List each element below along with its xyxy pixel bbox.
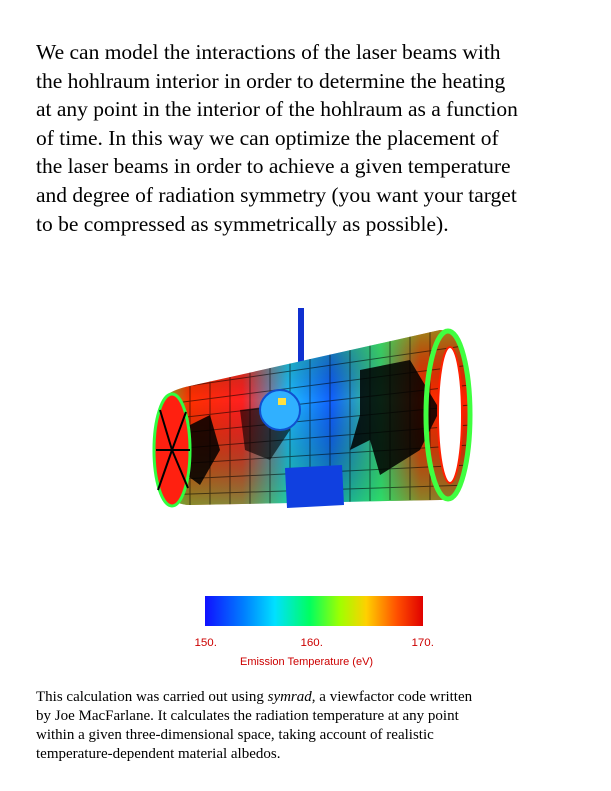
colorbar-tick: 160. xyxy=(300,637,323,649)
intro-line: of time. In this way we can optimize the placement of xyxy=(36,125,499,150)
intro-paragraph xyxy=(36,38,596,238)
caption-line: temperature-dependent material albedos. xyxy=(36,746,281,762)
intro-line: to be compressed as symmetrically as possible). xyxy=(36,211,449,236)
figure-caption xyxy=(36,688,596,764)
diagnostic-box xyxy=(285,465,344,508)
intro-line: We can model the interactions of the laser beams with xyxy=(36,40,501,64)
caption-text: This calculation was carried out using xyxy=(36,689,268,705)
colorbar-tick: 150. xyxy=(194,637,217,649)
intro-line: the hohlraum interior in order to determine the heating xyxy=(36,68,506,93)
caption-line: by Joe MacFarlane. It calculates the radiation temperature at any point xyxy=(36,708,459,724)
temperature-colorbar xyxy=(205,596,423,626)
target-capsule xyxy=(260,390,300,430)
caption-line xyxy=(36,688,596,707)
caption-text: , a viewfactor code written xyxy=(311,689,473,705)
colorbar-label: Emission Temperature (eV) xyxy=(240,656,374,668)
colorbar-tick: 170. xyxy=(411,637,434,649)
caption-line: within a given three-dimensional space, taking account of realistic xyxy=(36,727,434,743)
intro-line: and degree of radiation symmetry (you want your target xyxy=(36,182,517,207)
hohlraum-simulation-figure xyxy=(120,300,500,530)
code-name: symrad xyxy=(267,689,312,705)
intro-line: the laser beams in order to achieve a given temperature xyxy=(36,154,511,179)
intro-line: at any point in the interior of the hohlraum as a function xyxy=(36,97,518,122)
